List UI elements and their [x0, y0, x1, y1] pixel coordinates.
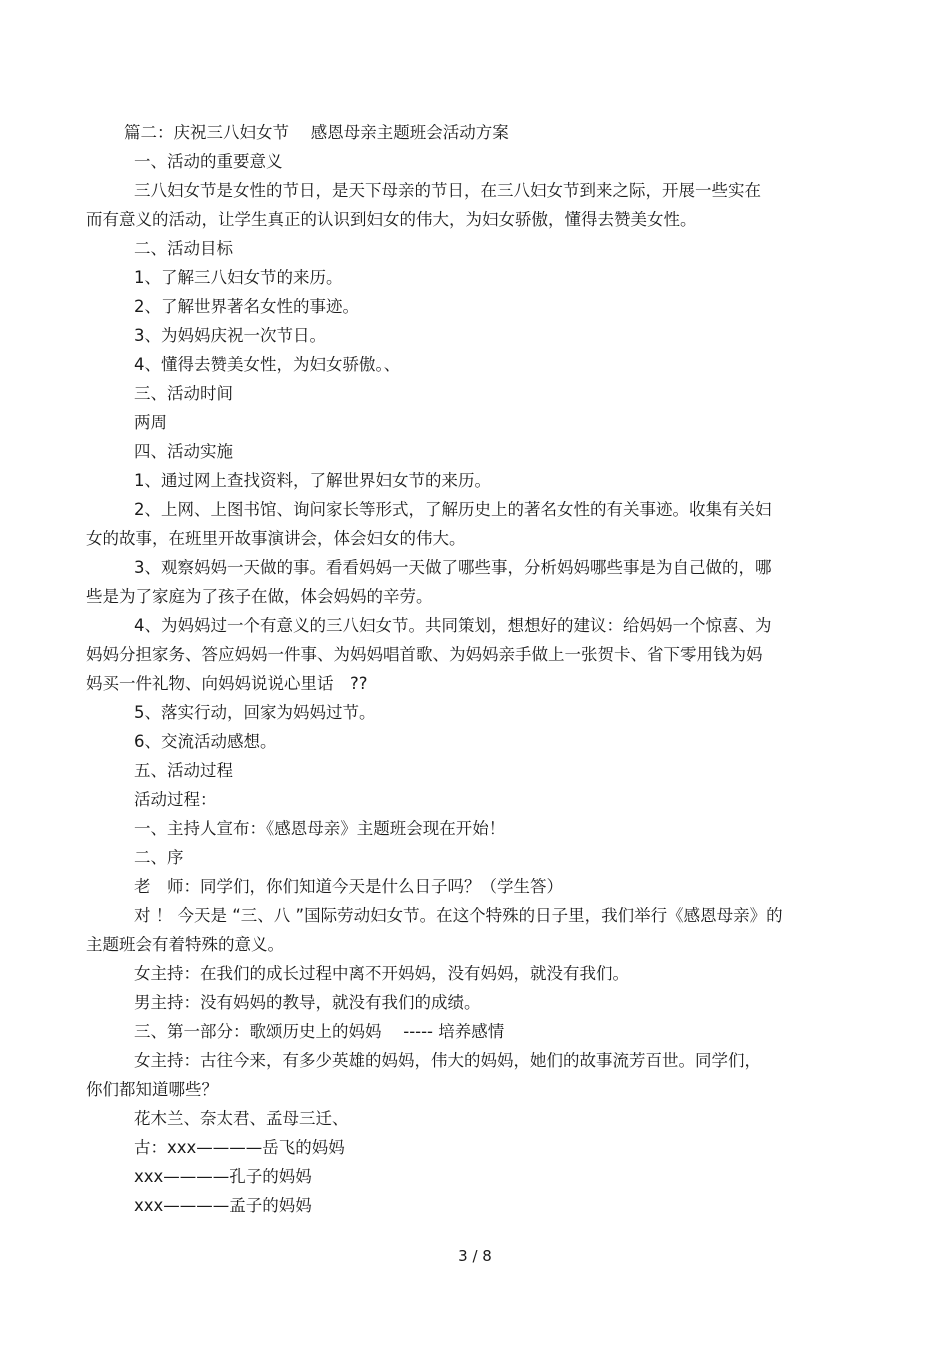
list-item: 1、通过网上查找资料，了解世界妇女节的来历。 [134, 471, 491, 490]
paragraph-line: 三八妇女节是女性的节日，是天下母亲的节日，在三八妇女节到来之际，开展一些实在 [134, 181, 761, 200]
list-item: 1、了解三八妇女节的来历。 [134, 268, 343, 287]
paragraph-line: 女主持：古往今来，有多少英雄的妈妈，伟大的妈妈，她们的故事流芳百世。同学们， [134, 1051, 761, 1070]
paragraph-line: 一、主持人宣布：《感恩母亲》主题班会现在开始！ [134, 819, 506, 838]
paragraph-line: 对 ！ 今天是 “三、八 ”国际劳动妇女节。在这个特殊的日子里，我们举行《感恩母亲》的 [134, 906, 783, 925]
paragraph-line: 妈买一件礼物、向妈妈说说心里话 ?? [86, 674, 368, 693]
list-item: 5、落实行动，回家为妈妈过节。 [134, 703, 376, 722]
paragraph-line: 活动过程： [134, 790, 217, 809]
section-heading: 三、活动时间 [134, 384, 233, 403]
section-heading: 二、活动目标 [134, 239, 233, 258]
list-item: 4、懂得去赞美女性，为妇女骄傲。、 [134, 355, 401, 374]
paragraph-line: 妈妈分担家务、答应妈妈一件事、为妈妈唱首歌、为妈妈亲手做上一张贺卡、省下零用钱为妈 [86, 645, 763, 664]
section-heading: 四、活动实施 [134, 442, 233, 461]
paragraph-line: xxx————孟子的妈妈 [134, 1196, 312, 1215]
list-item: 3、为妈妈庆祝一次节日。 [134, 326, 326, 345]
section-heading: 五、活动过程 [134, 761, 233, 780]
paragraph-line: 主题班会有着特殊的意义。 [86, 935, 284, 954]
paragraph-line: 些是为了家庭为了孩子在做，体会妈妈的辛劳。 [86, 587, 433, 606]
paragraph-line: 两周 [134, 413, 167, 432]
paragraph-line: 二、序 [134, 848, 184, 867]
list-item: 4、为妈妈过一个有意义的三八妇女节。共同策划，想想好的建议：给妈妈一个惊喜、为 [134, 616, 772, 635]
document-title: 篇二：庆祝三八妇女节 感恩母亲主题班会活动方案 [124, 123, 509, 142]
list-item: 2、上网、上图书馆、询问家长等形式，了解历史上的著名女性的有关事迹。收集有关妇 [134, 500, 772, 519]
paragraph-line: 老 师：同学们，你们知道今天是什么日子吗？（学生答） [134, 877, 563, 896]
list-item: 2、了解世界著名女性的事迹。 [134, 297, 359, 316]
paragraph-line: 而有意义的活动，让学生真正的认识到妇女的伟大，为妇女骄傲，懂得去赞美女性。 [86, 210, 697, 229]
paragraph-line: 男主持：没有妈妈的教导，就没有我们的成绩。 [134, 993, 481, 1012]
section-heading: 一、活动的重要意义 [134, 152, 283, 171]
paragraph-line: 古：xxx————岳飞的妈妈 [134, 1138, 345, 1157]
paragraph-line: xxx————孔子的妈妈 [134, 1167, 312, 1186]
paragraph-line: 你们都知道哪些？ [86, 1080, 218, 1099]
paragraph-line: 女主持：在我们的成长过程中离不开妈妈，没有妈妈，就没有我们。 [134, 964, 629, 983]
list-item: 6、交流活动感想。 [134, 732, 277, 751]
paragraph-line: 花木兰、奈太君、孟母三迁、 [134, 1109, 349, 1128]
paragraph-line: 三、第一部分：歌颂历史上的妈妈 ----- 培养感情 [134, 1022, 505, 1041]
paragraph-line: 女的故事，在班里开故事演讲会，体会妇女的伟大。 [86, 529, 466, 548]
document-body [86, 118, 836, 1220]
list-item: 3、观察妈妈一天做的事。看看妈妈一天做了哪些事，分析妈妈哪些事是为自己做的，哪 [134, 558, 772, 577]
page-number: 3 / 8 [458, 1247, 492, 1265]
